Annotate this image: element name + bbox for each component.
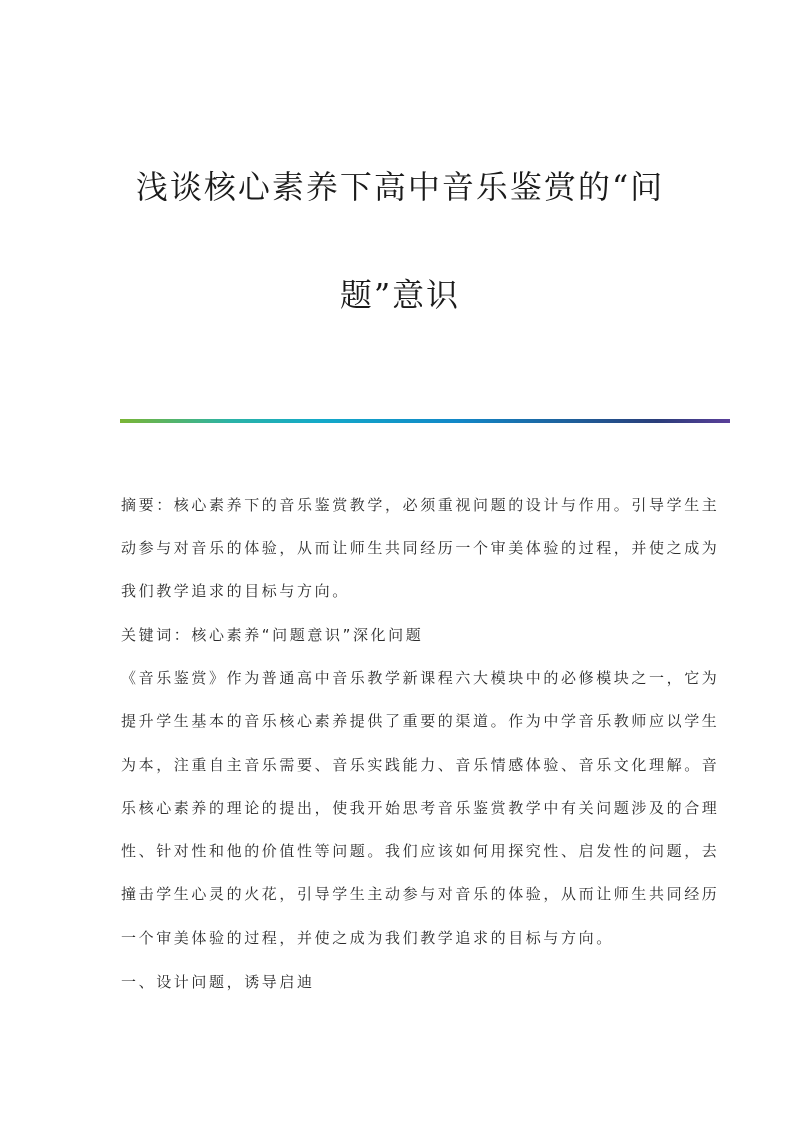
body-line: 乐核心素养的理论的提出，使我开始思考音乐鉴赏教学中有关问题涉及的合理 <box>121 799 720 817</box>
abstract-line: 摘要：核心素养下的音乐鉴赏教学，必须重视问题的设计与作用。引导学生主 <box>121 496 720 514</box>
body-line: 一个审美体验的过程，并使之成为我们教学追求的目标与方向。 <box>121 929 614 947</box>
body-line: 《音乐鉴赏》作为普通高中音乐教学新课程六大模块中的必修模块之一，它为 <box>121 669 720 687</box>
body-line: 提升学生基本的音乐核心素养提供了重要的渠道。作为中学音乐教师应以学生 <box>121 712 720 730</box>
keywords: 关键词：核心素养“问题意识”深化问题 <box>121 626 424 644</box>
gradient-divider <box>120 419 730 423</box>
section-heading: 一、设计问题，诱导启迪 <box>121 973 315 991</box>
document-title-line-2: 题”意识 <box>339 276 461 314</box>
body-line: 性、针对性和他的价值性等问题。我们应该如何用探究性、启发性的问题，去 <box>121 842 720 860</box>
abstract-line: 动参与对音乐的体验，从而让师生共同经历一个审美体验的过程，并使之成为 <box>121 539 720 557</box>
abstract-line: 我们教学追求的目标与方向。 <box>121 582 350 600</box>
body-line: 为本，注重自主音乐需要、音乐实践能力、音乐情感体验、音乐文化理解。音 <box>121 756 720 774</box>
document-title-line-1: 浅谈核心素养下高中音乐鉴赏的“问 <box>135 168 665 206</box>
body-line: 撞击学生心灵的火花，引导学生主动参与对音乐的体验，从而让师生共同经历 <box>121 885 720 903</box>
